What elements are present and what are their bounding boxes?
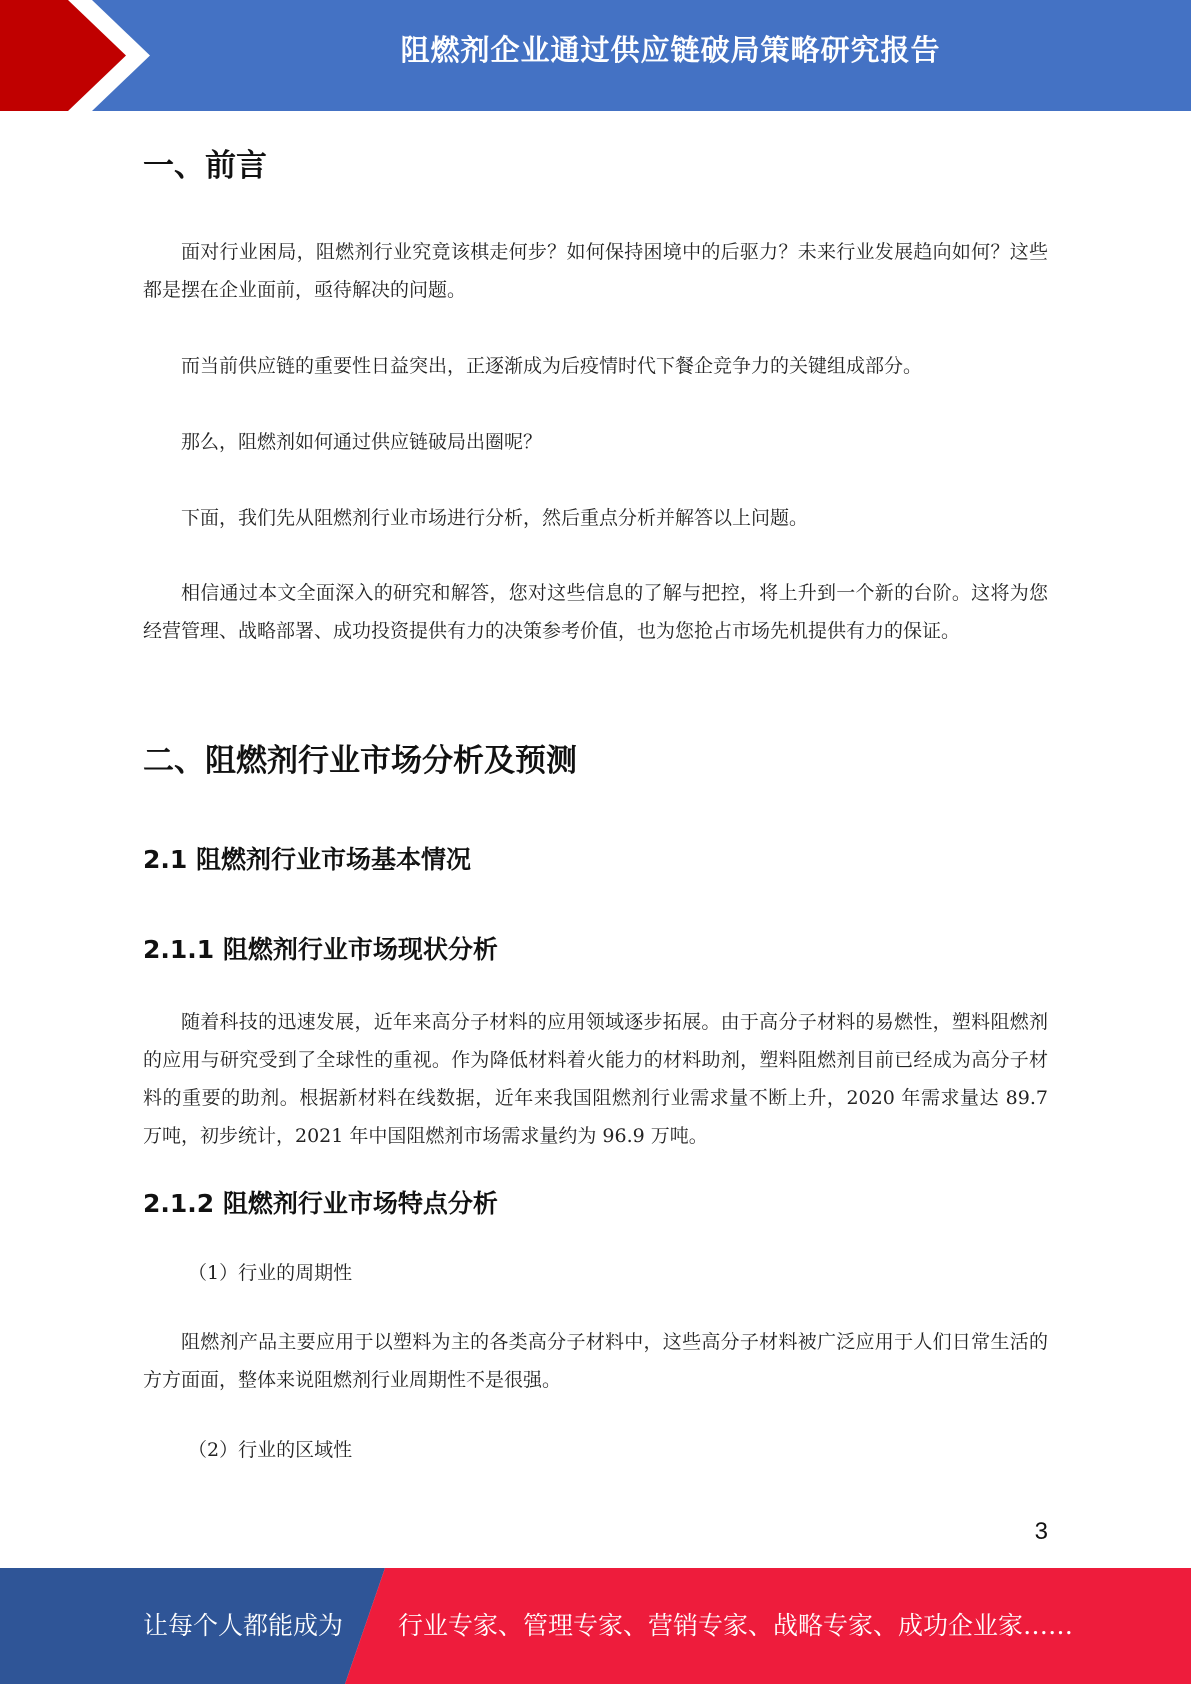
- paragraph: 而当前供应链的重要性日益突出，正逐渐成为后疫情时代下餐企竞争力的关键组成部分。: [181, 355, 923, 377]
- page-number: 3: [1034, 1518, 1048, 1545]
- section-heading-preface: 一、前言: [143, 148, 267, 184]
- footer-slogan-left: 让每个人都能成为: [143, 1611, 344, 1640]
- paragraph: 那么，阻燃剂如何通过供应链破局出圈呢？: [181, 431, 543, 453]
- paragraph: 阻燃剂产品主要应用于以塑料为主的各类高分子材料中，这些高分子材料被广泛应用于人们日常生活的方方面面，整体来说阻燃剂行业周期性不是很强。: [143, 1331, 1048, 1391]
- header-bar: [0, 0, 1191, 111]
- subsection-heading-2-1: 2.1 阻燃剂行业市场基本情况: [143, 845, 471, 874]
- paragraph: 相信通过本文全面深入的研究和解答，您对这些信息的了解与把控，将上升到一个新的台阶。这将为您经营管理、战略部署、成功投资提供有力的决策参考价值，也为您抢占市场先机提供有力的保证。: [143, 582, 1048, 642]
- subsection-heading-2-1-2: 2.1.2 阻燃剂行业市场特点分析: [143, 1189, 498, 1218]
- list-item: （2）行业的区域性: [188, 1439, 353, 1461]
- subsection-heading-2-1-1: 2.1.1 阻燃剂行业市场现状分析: [143, 935, 498, 964]
- paragraph: 下面，我们先从阻燃剂行业市场进行分析，然后重点分析并解答以上问题。: [181, 507, 809, 529]
- footer-banner: [0, 1568, 1191, 1684]
- document-title: 阻燃剂企业通过供应链破局策略研究报告: [400, 33, 941, 67]
- paragraph: 随着科技的迅速发展，近年来高分子材料的应用领域逐步拓展。由于高分子材料的易燃性，塑料阻燃剂的应用与研究受到了全球性的重视。作为降低材料着火能力的材料助剂，塑料阻燃剂目前已经成为高分子材料的重要的助剂。根据新材料在线数据，近年来我国阻燃剂行业需求量不断上升，2020 年需求量达 89.7 万吨，初步统计，2021 年中国阻燃剂市场需求量约为 96.9 万吨。: [143, 1011, 1048, 1147]
- footer-slogan-right: 行业专家、管理专家、营销专家、战略专家、成功企业家……: [398, 1611, 1074, 1640]
- header-arrow-icon: [0, 0, 160, 111]
- list-item: （1）行业的周期性: [188, 1262, 353, 1284]
- section-heading-market-analysis: 二、阻燃剂行业市场分析及预测: [143, 743, 577, 779]
- paragraph: 面对行业困局，阻燃剂行业究竟该棋走何步？如何保持困境中的后驱力？未来行业发展趋向如何？这些都是摆在企业面前，亟待解决的问题。: [143, 241, 1048, 301]
